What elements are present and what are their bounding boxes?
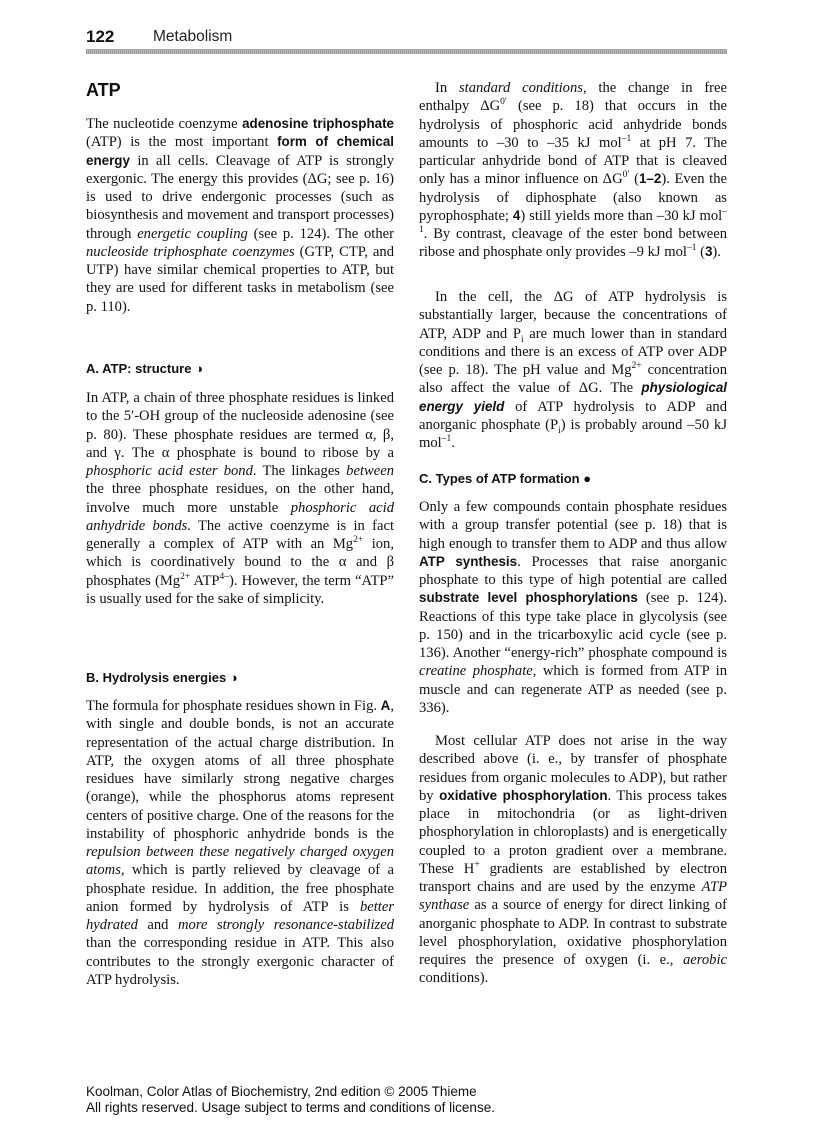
- text-run: gradients are established by electron transport chains and are used by the enzyme: [419, 860, 727, 895]
- text-run: ion, which is coordinatively bound to the α and β phosphates (Mg: [86, 536, 394, 589]
- text-run: aerobic: [682, 952, 727, 968]
- text-run: adenosine triphosphate: [242, 116, 394, 131]
- text-run: (see p. 18) that occurs in the hydrolysis of phosphoric acid anhydride bonds amounts to –30 to –35 kJ mol: [419, 98, 727, 151]
- text-run: ) still yields more than –30 kJ mol: [520, 207, 723, 224]
- structure-paragraph: [86, 389, 394, 608]
- text-run: energetic coupling: [137, 225, 248, 242]
- text-run: (see p. 124). The other: [247, 225, 394, 242]
- intro-paragraph: [86, 115, 394, 316]
- text-run: standard conditions: [458, 80, 583, 96]
- text-run: oxidative phosphorylation: [439, 787, 608, 803]
- text-run: and: [137, 917, 178, 933]
- text-run: , which is formed from ATP in muscle and can regenerate ATP as needed (see p. 336).: [419, 663, 727, 716]
- text-run: . This process takes place in mitochondria (or as light-driven phosphorylation in chloroplasts) and is energetically coupled to a proton gradient over a membrane. These H: [419, 787, 727, 877]
- text-run: +: [474, 859, 480, 870]
- hydrolysis-paragraph: [86, 697, 394, 989]
- text-run: concentration also affect the value of ΔG. The: [419, 362, 727, 397]
- text-run: , the change in free enthalpy ΔG: [419, 80, 727, 115]
- text-run: In: [435, 80, 459, 96]
- page-number: 122: [86, 27, 115, 46]
- text-run: (GTP, CTP, and UTP) have similar chemical properties to ATP, but they are used for different tasks in metabolism (see p. 110).: [86, 243, 394, 315]
- text-run: more strongly resonance-stabilized: [177, 917, 394, 933]
- formation-paragraph: [419, 498, 727, 717]
- text-run: –1: [419, 206, 727, 236]
- footer-license: All rights reserved. Usage subject to terms and conditions of license.: [86, 1100, 495, 1115]
- text-run: . Processes that raise anorganic phosphate to this type of high potential are called: [419, 553, 727, 588]
- text-run: –1: [686, 243, 697, 254]
- text-run: conditions).: [419, 970, 489, 987]
- text-run: (ATP) is the most important: [86, 134, 278, 151]
- text-run: –1: [621, 133, 632, 144]
- text-run: 4–: [219, 571, 229, 582]
- text-run: Only a few compounds contain phosphate residues with a group transfer potential (see p. 18) that is high enough to transfer them to ADP and thus allow: [419, 499, 727, 552]
- text-run: substrate level phosphorylations: [419, 590, 638, 606]
- text-run: In the cell, the ΔG of ATP hydrolysis is substantially larger, because the concentrations of ATP, ADP and P: [419, 289, 727, 342]
- text-run: The active coenzyme is in fact generally a complex of ATP with an Mg: [86, 517, 394, 552]
- text-run: of ATP hydrolysis to ADP and anorganic phosphate (P: [419, 398, 727, 433]
- text-run: ) is probably around –50 kJ mol: [419, 416, 727, 451]
- text-run: In ATP, a chain of three phosphate residues is linked to the 5′-OH group of the nucleoside adenosine (see p. 80). These phosphate residues are termed α, β, and γ. The α phosphate is bound to ribose by a: [86, 390, 394, 461]
- text-run: 2+: [180, 571, 191, 582]
- text-run: as a source of energy for direct linking of anorganic phosphate to ADP. In contrast to substrate level phosphorylation, oxidative phosphorylation requires the presence of oxygen (i. e.,: [419, 897, 727, 968]
- text-run: 3: [704, 244, 713, 260]
- text-run: 4: [512, 207, 521, 223]
- running-header: [86, 24, 727, 52]
- text-run: between: [346, 463, 394, 479]
- text-run: are much lower than in standard conditions and there is an excess of ATP over ADP (see p. 18). The pH value and Mg: [419, 325, 727, 378]
- footer-copyright: Koolman, Color Atlas of Biochemistry, 2nd edition © 2005 Thieme: [86, 1084, 477, 1099]
- text-run: 1–2: [638, 171, 662, 187]
- text-run: than the corresponding residue in ATP. This also contributes to the strongly exergonic character of ATP hydrolysis.: [86, 935, 394, 988]
- text-run: 0′: [500, 97, 507, 108]
- text-run: The formula for phosphate residues shown in Fig.: [86, 698, 381, 714]
- text-run: the three phosphate residues, on the other hand, involve much more unstable: [86, 481, 394, 516]
- text-run: Most cellular ATP does not arise in the way described above (i. e., by transfer of phosphate residues from organic molecules to ADP), but rather by: [419, 733, 727, 804]
- cell-conditions-paragraph: [419, 288, 727, 452]
- text-run: creatine phosphate: [419, 663, 533, 680]
- heading-atp-structure: A. ATP: structure ◑: [86, 361, 203, 376]
- text-run: physiological energy yield: [419, 380, 727, 414]
- text-run: .: [451, 435, 455, 451]
- text-run: i: [521, 334, 524, 345]
- oxidative-phosphorylation-paragraph: [419, 732, 727, 988]
- text-run: (see p. 124). Reactions of this type take place in glycolysis (see p. 150) and in the tricarboxylic acid cycle (see p. 136). Another “energy-rich” phosphate compound is: [419, 590, 727, 661]
- page-title: ATP: [86, 80, 121, 100]
- text-run: –1: [441, 434, 452, 445]
- text-run: phosphoric acid anhydride bonds.: [86, 499, 394, 534]
- text-run: 0′: [622, 170, 630, 181]
- text-run: phosphoric acid ester bond: [86, 463, 253, 479]
- text-run: ). However, the term “ATP” is usually used for the sake of simplicity.: [86, 572, 394, 607]
- text-run: ).: [712, 244, 721, 261]
- text-run: The nucleotide coenzyme: [86, 116, 243, 132]
- text-run: A: [380, 698, 391, 713]
- text-run: 2+: [353, 535, 364, 546]
- text-run: , with single and double bonds, is not an accurate representation of the actual charge distribution. In ATP, the oxygen atoms of all three phosphate residues have similarly strong negative charges (orange), while the phosphorus atoms represent centers of positive charge. One of the reasons for the instability of phosphoric anhydride bonds is the: [86, 698, 394, 842]
- heading-atp-formation: C. Types of ATP formation ●: [419, 471, 592, 486]
- standard-conditions-paragraph: [419, 79, 727, 262]
- text-run: (: [629, 171, 639, 188]
- text-run: in all cells. Cleavage of ATP is strongly exergonic. The energy this provides (ΔG; see p. 16) is used to drive endergonic processes (such as biosynthesis and movement and transport processes) through: [86, 152, 394, 242]
- text-run: . By contrast, cleavage of the ester bond between ribose and phosphate only provides –9 kJ mol: [419, 226, 727, 261]
- text-run: repulsion between these negatively charged oxygen atoms: [86, 844, 394, 879]
- text-run: at pH 7. The particular anhydride bond of ATP that is cleaved only has a minor influence on ΔG: [419, 134, 727, 188]
- text-run: 2+: [631, 361, 642, 372]
- text-run: ATP: [190, 572, 220, 589]
- text-run: nucleoside triphosphate coenzymes: [86, 243, 295, 260]
- section-title: Metabolism: [153, 28, 233, 45]
- text-run: ATP synthase: [419, 879, 727, 914]
- text-run: better hydrated: [86, 898, 394, 933]
- header-rule: [86, 49, 727, 54]
- text-run: . The linkages: [252, 463, 347, 479]
- text-run: ). Even the hydrolysis of diphosphate (also known as pyrophosphate;: [419, 171, 728, 224]
- text-run: , which is partly relieved by cleavage of a phosphate residue. In addition, the free phosphate anion formed by hydrolysis of ATP is: [86, 862, 394, 915]
- text-run: form of chemical energy: [86, 134, 394, 168]
- text-run: (: [696, 244, 705, 261]
- heading-hydrolysis-energies: B. Hydrolysis energies ◑: [86, 670, 238, 685]
- text-run: ATP synthesis: [419, 553, 518, 569]
- text-run: i: [558, 425, 561, 436]
